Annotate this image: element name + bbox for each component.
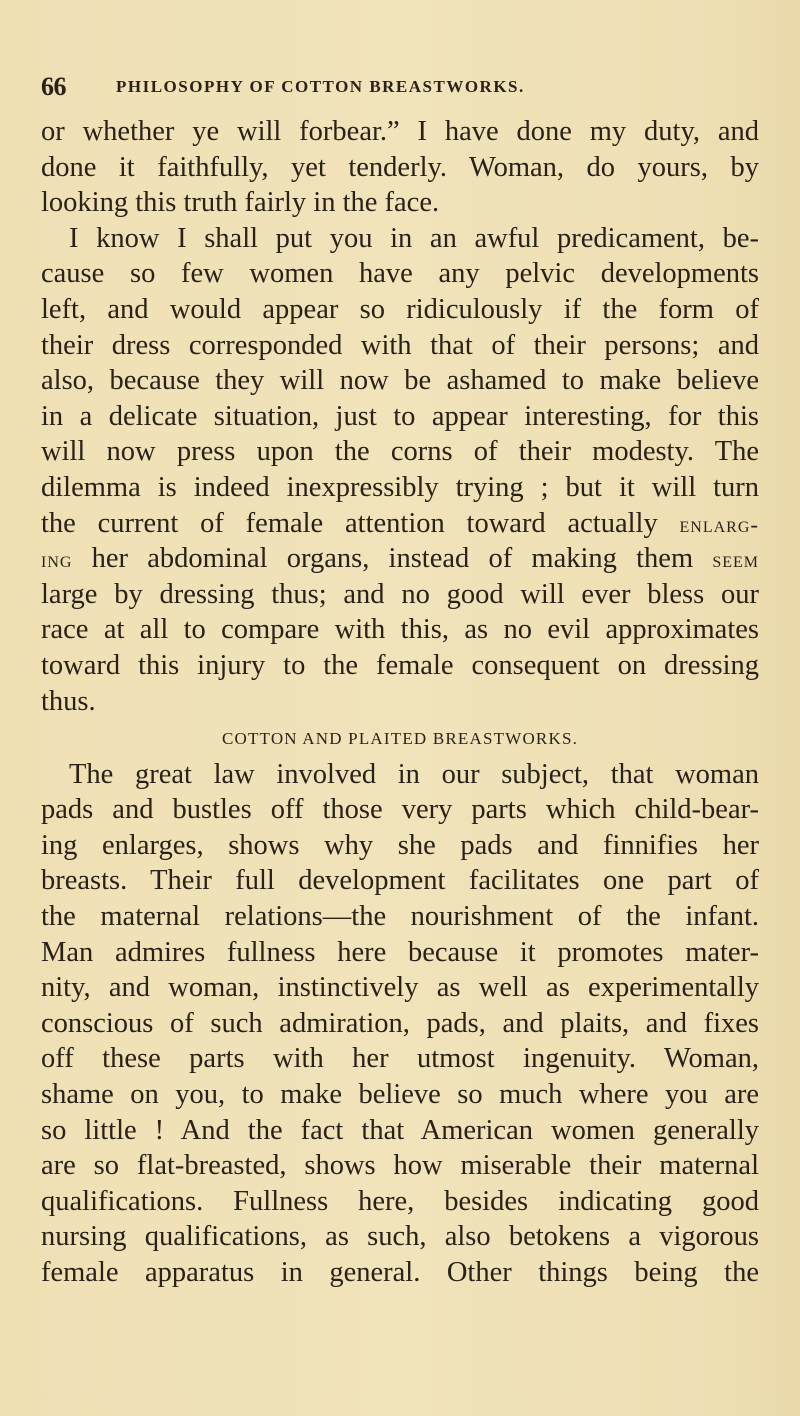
text-run: the current of female attention toward actually xyxy=(41,507,680,539)
text-line: so little ! And the fact that American women generally xyxy=(41,1114,759,1146)
text-line: done it faithfully, yet tenderly. Woman, do yours, by xyxy=(41,151,759,183)
text-run: her abdominal organs, instead of making them xyxy=(72,543,713,575)
small-caps-emphasis: enlarg- xyxy=(679,511,759,537)
text-line: qualifications. Fullness here, besides indicating good xyxy=(41,1185,759,1217)
text-line xyxy=(41,541,759,577)
text-line: will now press upon the corns of their modesty. The xyxy=(41,436,759,468)
text-line: The great law involved in our subject, that woman xyxy=(69,758,759,790)
text-line: nity, and woman, instinctively as well as experimentally xyxy=(41,972,759,1004)
body-text xyxy=(41,114,759,1291)
section-heading: COTTON AND PLAITED BREASTWORKS. xyxy=(221,729,579,749)
text-line: ing enlarges, shows why she pads and finnifies her xyxy=(41,829,759,861)
small-caps-emphasis: seem xyxy=(712,547,759,573)
text-line: cause so few women have any pelvic developments xyxy=(41,258,759,290)
text-line: off these parts with her utmost ingenuity. Woman, xyxy=(41,1043,759,1075)
text-line: left, and would appear so ridiculously if the form of xyxy=(41,293,759,325)
text-line: shame on you, to make believe so much where you are xyxy=(41,1079,759,1111)
text-line: or whether ye will forbear.” I have done my duty, and xyxy=(41,116,759,147)
text-line: their dress corresponded with that of their persons; and xyxy=(41,329,759,361)
text-line: female apparatus in general. Other things being the xyxy=(41,1257,759,1288)
text-line: breasts. Their full development facilitates one part of xyxy=(41,865,759,897)
text-line: toward this injury to the female consequent on dressing xyxy=(41,649,759,681)
text-line: looking this truth fairly in the face. xyxy=(41,187,440,219)
text-line: the maternal relations—the nourishment of the infant. xyxy=(41,901,759,933)
text-line: large by dressing thus; and no good will ever bless our xyxy=(41,578,759,610)
text-line: conscious of such admiration, pads, and plaits, and fixes xyxy=(41,1007,759,1039)
running-title: PHILOSOPHY OF COTTON BREASTWORKS. xyxy=(116,77,525,96)
running-head xyxy=(41,72,759,102)
text-line: are so flat-breasted, shows how miserable their maternal xyxy=(41,1150,759,1182)
text-line: Man admires fullness here because it promotes mater- xyxy=(41,936,759,968)
text-line: also, because they will now be ashamed to make believe xyxy=(41,365,759,397)
text-line: pads and bustles off those very parts which child-bear- xyxy=(41,794,759,826)
text-line: nursing qualifications, as such, also betokens a vigorous xyxy=(41,1221,759,1253)
text-line: I know I shall put you in an awful predicament, be- xyxy=(69,222,759,254)
text-line xyxy=(41,506,759,542)
page-number: 66 xyxy=(41,72,66,101)
text-line: in a delicate situation, just to appear interesting, for this xyxy=(41,400,759,432)
text-line: race at all to compare with this, as no evil approximates xyxy=(41,614,759,646)
text-line: thus. xyxy=(41,685,96,717)
small-caps-emphasis: ing xyxy=(41,547,73,573)
text-line: dilemma is indeed inexpressibly trying ; but it will turn xyxy=(41,471,759,503)
